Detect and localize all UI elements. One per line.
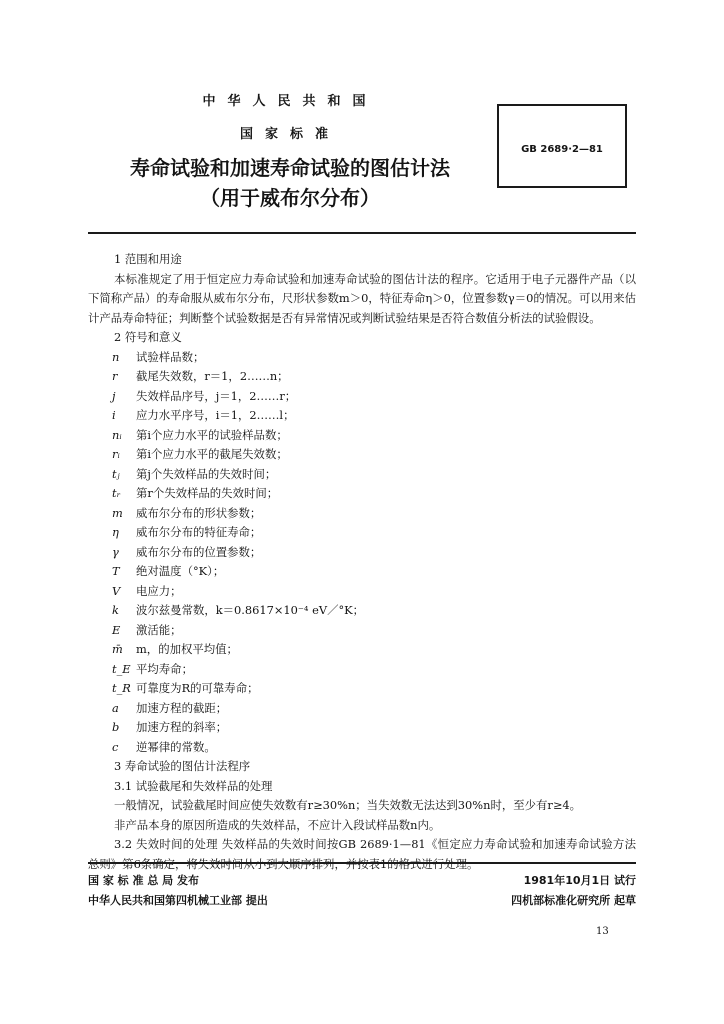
symbol: t_R	[112, 681, 131, 695]
symbol: k	[112, 603, 119, 617]
symbol: b	[112, 720, 120, 734]
symbol-description: 截尾失效数，r＝1，2……n；	[136, 369, 289, 383]
section1-heading: 1 范围和用途	[114, 252, 182, 266]
symbol-row	[88, 640, 636, 660]
symbol-list	[88, 348, 636, 758]
symbol-row	[88, 465, 636, 485]
symbol: i	[112, 408, 116, 422]
symbol-row	[88, 406, 636, 426]
symbol-row	[88, 679, 636, 699]
symbol-description: 绝对温度（°K）；	[136, 564, 225, 578]
symbol-row	[88, 601, 636, 621]
proposer: 中华人民共和国第四机械工业部 提出	[88, 894, 268, 907]
section3-1-paragraph-2: 非产品本身的原因所造成的失效样品，不应计入段试样品数n内。	[114, 817, 441, 832]
symbol-row	[88, 367, 636, 387]
symbol-description: 威布尔分布的形状参数；	[136, 505, 262, 520]
symbol-row	[88, 426, 636, 446]
symbol: E	[112, 622, 121, 637]
country-name: 中华人民共和国	[202, 94, 378, 109]
symbol-description: 激活能；	[136, 622, 182, 637]
document-title: 寿命试验和加速寿命试验的图估计法	[130, 156, 450, 180]
symbol-row	[88, 738, 636, 758]
section3-heading: 3 寿命试验的图估计法程序	[114, 759, 251, 773]
symbol-row	[88, 621, 636, 641]
symbol: j	[112, 388, 116, 403]
effective-date: 1981年10月1日 试行	[523, 874, 636, 887]
symbol-row	[88, 660, 636, 680]
symbol-description: 平均寿命；	[136, 661, 193, 676]
symbol-row	[88, 445, 636, 465]
section3-2-paragraph: 3.2 失效时间的处理 失效样品的失效时间按GB 2689·1—81《恒定应力寿命试验和加速寿命试验方法总则》第6条确定，将失效时间从小到大顺序排列，并按表1的格式进行处理。	[88, 837, 636, 871]
footer-divider	[88, 862, 636, 864]
symbol-row	[88, 387, 636, 407]
symbol-row	[88, 718, 636, 738]
symbol-description: 威布尔分布的位置参数；	[136, 544, 262, 559]
symbol: γ	[112, 544, 119, 559]
symbol-row	[88, 523, 636, 543]
symbol-description: 波尔兹曼常数，k＝0.8617×10⁻⁴ eV／°K；	[136, 603, 365, 617]
symbol-row	[88, 348, 636, 368]
section3-1-heading: 3.1 试验截尾和失效样品的处理	[114, 778, 273, 793]
symbol-row	[88, 699, 636, 719]
symbol-row	[88, 504, 636, 524]
symbol-description: 第i个应力水平的试验样品数；	[136, 427, 288, 442]
symbol-description: 失效样品序号，j＝1，2……r；	[136, 388, 297, 403]
symbol-row	[88, 582, 636, 602]
standard-type: 国家标准	[239, 127, 340, 142]
issuer: 国 家 标 准 总 局 发布	[88, 874, 199, 887]
symbol-row	[88, 484, 636, 504]
symbol-description: 加速方程的截距；	[136, 700, 228, 715]
symbol: rᵢ	[112, 447, 120, 461]
page-number: 13	[596, 926, 609, 937]
symbol-description: 加速方程的斜率；	[136, 720, 228, 734]
symbol-row	[88, 543, 636, 563]
symbol: T	[112, 564, 120, 578]
symbol: c	[112, 739, 119, 754]
symbol: a	[112, 700, 119, 715]
symbol-row	[88, 562, 636, 582]
section1-paragraph: 本标准规定了用于恒定应力寿命试验和加速寿命试验的图估计法的程序。它适用于电子元器件产品（以下简称产品）的寿命服从威布尔分布，尺形状参数m＞0，特征寿命η＞0，位置参数γ＝0的情况。可以用来估计产品寿命特征；判断整个试验数据是否有异常情况或判断试验结果是否符合数值分析法的试验假设。	[88, 271, 636, 325]
symbol-description: 威布尔分布的特征寿命；	[136, 525, 262, 539]
symbol-description: 应力水平序号，i＝1，2……l；	[136, 408, 295, 422]
symbol: m̄	[112, 642, 123, 656]
symbol: t_E	[112, 661, 131, 676]
symbol: nᵢ	[112, 427, 122, 442]
symbol-description: 第r个失效样品的失效时间；	[136, 486, 279, 500]
symbol-description: 逆幂律的常数。	[136, 739, 216, 754]
symbol: tᵣ	[112, 486, 121, 500]
symbol: η	[112, 525, 119, 539]
symbol: r	[112, 369, 118, 383]
symbol: n	[112, 349, 120, 364]
symbol-description: 可靠度为R的可靠寿命；	[136, 681, 259, 695]
symbol: m	[112, 505, 123, 520]
symbol-description: m，的加权平均值；	[136, 642, 238, 656]
gb-code: GB 2689·2—81	[521, 144, 603, 155]
symbol-description: 试验样品数；	[136, 349, 205, 364]
header-divider	[88, 232, 636, 234]
section3-1-paragraph-1: 一般情况，试验截尾时间应使失效数有r≥30%n；当失效数无法达到30%n时，至少有r≥4。	[114, 798, 582, 812]
document-subtitle: （用于威布尔分布）	[200, 186, 380, 210]
drafter: 四机部标准化研究所 起草	[511, 894, 636, 907]
symbol: V	[112, 583, 121, 598]
document-body	[88, 250, 636, 874]
symbol-description: 第i个应力水平的截尾失效数；	[136, 447, 288, 461]
symbol-description: 电应力；	[136, 583, 182, 598]
symbol: tⱼ	[112, 466, 120, 481]
symbol-description: 第j个失效样品的失效时间；	[136, 466, 277, 481]
section2-heading: 2 符号和意义	[114, 330, 182, 344]
